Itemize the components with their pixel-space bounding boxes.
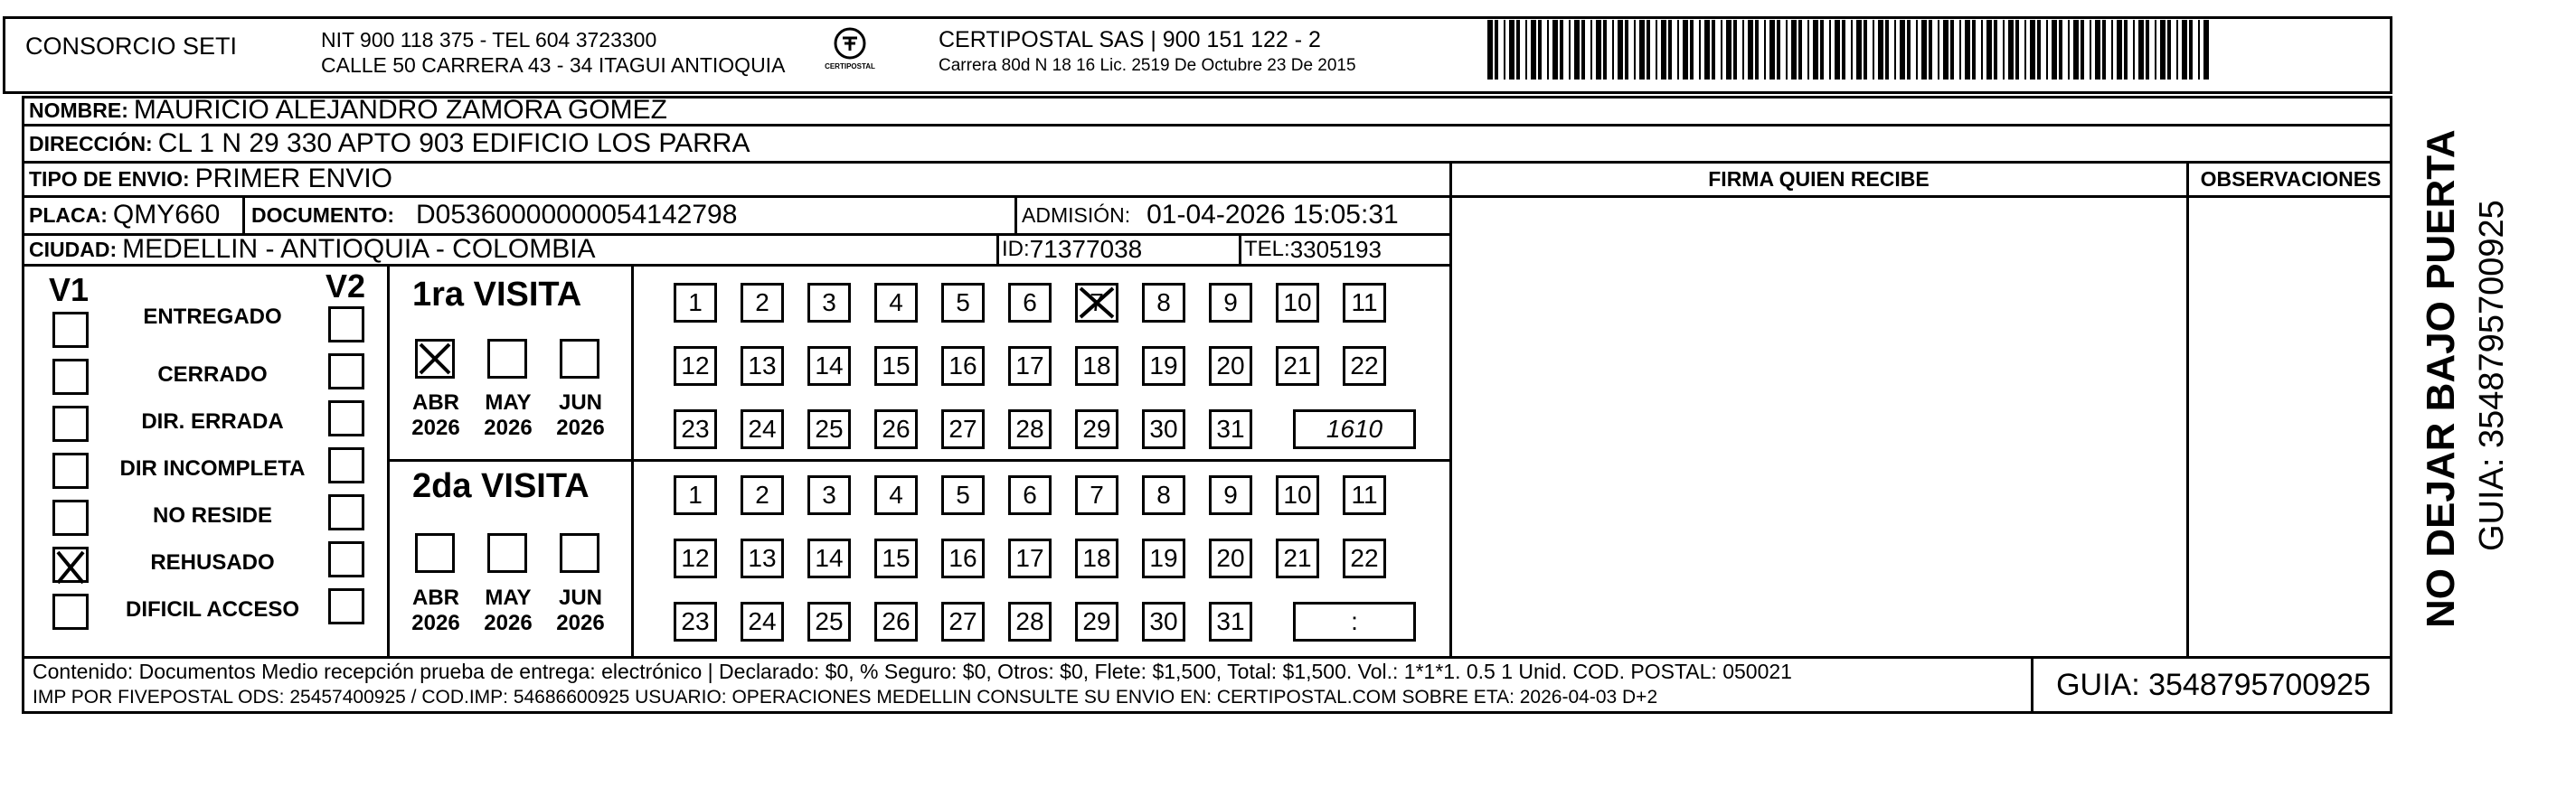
day-box[interactable]: 13 <box>741 539 784 578</box>
v2-checkbox[interactable] <box>328 353 364 389</box>
day-box[interactable]: 3 <box>807 475 851 515</box>
day-box[interactable]: 1 <box>674 283 717 323</box>
day-box[interactable]: 7 <box>1075 475 1118 515</box>
first-visit-title: 1ra VISITA <box>412 276 582 314</box>
v2-header: V2 <box>326 267 366 305</box>
day-box[interactable]: 18 <box>1075 539 1118 578</box>
v2-checkbox[interactable] <box>328 541 364 577</box>
footer-guia: GUIA: 3548795700925 <box>2056 667 2371 702</box>
day-box[interactable]: 11 <box>1343 283 1386 323</box>
placa-label: PLACA: <box>29 202 108 227</box>
day-box[interactable]: 8 <box>1142 283 1185 323</box>
status-option-label: DIR INCOMPLETA <box>119 456 306 481</box>
day-box[interactable]: 23 <box>674 602 717 642</box>
logo-text: CERTIPOSTAL <box>825 62 875 70</box>
day-box[interactable]: 20 <box>1209 346 1252 386</box>
tel-cell <box>1244 235 1382 264</box>
status-option-label: DIFICIL ACCESO <box>125 597 299 622</box>
day-box[interactable]: 2 <box>741 475 784 515</box>
id-value: 71377038 <box>1029 235 1143 263</box>
day-box[interactable]: 25 <box>807 409 851 449</box>
status-option-label: REHUSADO <box>150 550 275 575</box>
month-checkbox[interactable] <box>415 533 455 573</box>
v2-checkbox[interactable] <box>328 306 364 342</box>
day-box[interactable]: 24 <box>741 409 784 449</box>
month-label: ABR 2026 <box>411 586 460 635</box>
v2-checkbox[interactable] <box>328 447 364 483</box>
day-box[interactable]: 10 <box>1276 283 1319 323</box>
day-box[interactable]: 26 <box>874 409 918 449</box>
firma-header: FIRMA QUIEN RECIBE <box>1708 166 1930 191</box>
checked-x-icon <box>418 342 452 376</box>
day-box[interactable]: 1 <box>674 475 717 515</box>
status-option-label: ENTREGADO <box>143 305 282 329</box>
month-checkbox[interactable] <box>487 533 527 573</box>
day-box[interactable]: 9 <box>1209 283 1252 323</box>
day-box[interactable]: 4 <box>874 283 918 323</box>
day-box[interactable]: 30 <box>1142 602 1185 642</box>
admision-value: 01-04-2026 15:05:31 <box>1146 200 1399 230</box>
day-box[interactable]: 7 <box>1075 283 1118 323</box>
day-box[interactable]: 3 <box>807 283 851 323</box>
second-visit-title: 2da VISITA <box>412 467 590 505</box>
id-cell <box>1002 235 1142 264</box>
day-box[interactable]: 19 <box>1142 539 1185 578</box>
day-box[interactable]: 5 <box>941 283 985 323</box>
documento-label: DOCUMENTO: <box>251 202 395 227</box>
direccion-value: CL 1 N 29 330 APTO 903 EDIFICIO LOS PARRA <box>157 128 750 158</box>
day-box[interactable]: 2 <box>741 283 784 323</box>
month-checkbox[interactable] <box>415 339 455 379</box>
day-box[interactable]: 17 <box>1008 539 1052 578</box>
admision-label: ADMISIÓN: <box>1022 202 1131 227</box>
footer-line2: IMP POR FIVEPOSTAL ODS: 25457400925 / COD.IMP: 54686600925 USUARIO: OPERACIONES MEDELLIN CONSULTE SU ENVIO EN: CERTIPOSTAL.COM SOBRE ETA: 2026-04-03 D+2 <box>33 687 1658 708</box>
day-box[interactable]: 4 <box>874 475 918 515</box>
side-guia-text: GUIA: 3548795700925 <box>2473 200 2511 551</box>
admision-cell <box>1022 197 1399 233</box>
month-label: MAY 2026 <box>484 586 533 635</box>
day-box[interactable]: 12 <box>674 346 717 386</box>
day-box[interactable]: 15 <box>874 346 918 386</box>
status-option-label: NO RESIDE <box>152 503 273 528</box>
month-checkbox[interactable] <box>560 339 599 379</box>
placa-value: QMY660 <box>112 200 221 230</box>
certipostal-line1: CERTIPOSTAL SAS | 900 151 122 - 2 <box>939 27 1321 52</box>
day-box[interactable]: 27 <box>941 602 985 642</box>
checked-x-icon <box>1078 286 1116 320</box>
day-box[interactable]: 22 <box>1343 346 1386 386</box>
v2-checkbox[interactable] <box>328 588 364 624</box>
direccion-label: DIRECCIÓN: <box>29 131 153 155</box>
day-box[interactable]: 11 <box>1343 475 1386 515</box>
month-label: JUN 2026 <box>556 390 605 440</box>
tel-value: 3305193 <box>1289 235 1382 263</box>
day-box[interactable]: 5 <box>941 475 985 515</box>
day-box[interactable]: 25 <box>807 602 851 642</box>
v2-checkbox[interactable] <box>328 400 364 436</box>
day-box[interactable]: 15 <box>874 539 918 578</box>
visit-time-field[interactable]: : <box>1293 602 1416 642</box>
placa-cell <box>29 197 220 233</box>
nombre-value: MAURICIO ALEJANDRO ZAMORA GOMEZ <box>133 95 667 125</box>
nombre-row <box>29 94 667 127</box>
day-box[interactable]: 12 <box>674 539 717 578</box>
observaciones-header: OBSERVACIONES <box>2200 166 2382 191</box>
day-box[interactable]: 22 <box>1343 539 1386 578</box>
month-checkbox[interactable] <box>560 533 599 573</box>
nombre-label: NOMBRE: <box>29 98 128 122</box>
footer-line1: Contenido: Documentos Medio recepción prueba de entrega: electrónico | Declarado: $0, % Seguro: $0, Otros: $0, Flete: $1,500, Total: $1,500. Vol.: 1*1*1. 0.5 1 Unid. COD. POSTAL: 050021 <box>33 660 1792 683</box>
address-line: CALLE 50 CARRERA 43 - 34 ITAGUI ANTIOQUIA <box>321 53 786 77</box>
ciudad-value: MEDELLIN - ANTIOQUIA - COLOMBIA <box>122 234 596 264</box>
company-name: CONSORCIO SETI <box>25 33 238 60</box>
day-box[interactable]: 28 <box>1008 409 1052 449</box>
month-label: MAY 2026 <box>484 390 533 440</box>
day-box[interactable]: 18 <box>1075 346 1118 386</box>
day-box[interactable]: 31 <box>1209 409 1252 449</box>
day-box[interactable]: 9 <box>1209 475 1252 515</box>
v2-checkbox[interactable] <box>328 494 364 530</box>
day-box[interactable]: 27 <box>941 409 985 449</box>
ciudad-cell <box>29 235 596 264</box>
day-box[interactable]: 10 <box>1276 475 1319 515</box>
month-label: ABR 2026 <box>411 390 460 440</box>
day-box[interactable]: 16 <box>941 539 985 578</box>
documento-cell <box>251 197 737 233</box>
status-option-label: DIR. ERRADA <box>141 409 284 434</box>
certipostal-logo-icon <box>821 25 879 76</box>
day-box[interactable]: 28 <box>1008 602 1052 642</box>
day-box[interactable]: 21 <box>1276 346 1319 386</box>
barcode <box>1487 20 2211 80</box>
day-box[interactable]: 30 <box>1142 409 1185 449</box>
tel-label: TEL: <box>1244 237 1290 261</box>
certipostal-line2: Carrera 80d N 18 16 Lic. 2519 De Octubre 23 De 2015 <box>939 56 1356 75</box>
v1-header: V1 <box>49 271 90 308</box>
ciudad-label: CIUDAD: <box>29 237 118 261</box>
visit-time-field[interactable]: 1610 <box>1293 409 1416 449</box>
side-vertical-text <box>2401 117 2528 633</box>
day-box[interactable]: 8 <box>1142 475 1185 515</box>
day-box[interactable]: 29 <box>1075 409 1118 449</box>
day-box[interactable]: 14 <box>807 539 851 578</box>
day-box[interactable]: 6 <box>1008 475 1052 515</box>
day-box[interactable]: 13 <box>741 346 784 386</box>
tipo-label: TIPO DE ENVIO: <box>29 166 190 191</box>
day-box[interactable]: 31 <box>1209 602 1252 642</box>
day-box[interactable]: 21 <box>1276 539 1319 578</box>
day-box[interactable]: 16 <box>941 346 985 386</box>
day-box[interactable]: 24 <box>741 602 784 642</box>
day-box[interactable]: 6 <box>1008 283 1052 323</box>
month-checkbox[interactable] <box>487 339 527 379</box>
documento-value: D05360000000054142798 <box>416 200 738 230</box>
direccion-row <box>29 127 750 161</box>
day-box[interactable]: 14 <box>807 346 851 386</box>
tipo-value: PRIMER ENVIO <box>194 164 393 193</box>
month-label: JUN 2026 <box>556 586 605 635</box>
day-box[interactable]: 29 <box>1075 602 1118 642</box>
side-main-text: NO DEJAR BAJO PUERTA <box>2419 129 2463 628</box>
tipo-row <box>29 163 392 195</box>
id-label: ID: <box>1002 237 1030 261</box>
status-option-label: CERRADO <box>157 362 268 387</box>
day-box[interactable]: 17 <box>1008 346 1052 386</box>
day-box[interactable]: 26 <box>874 602 918 642</box>
day-box[interactable]: 19 <box>1142 346 1185 386</box>
day-box[interactable]: 23 <box>674 409 717 449</box>
day-box[interactable]: 20 <box>1209 539 1252 578</box>
nit-line: NIT 900 118 375 - TEL 604 3723300 <box>321 28 657 52</box>
